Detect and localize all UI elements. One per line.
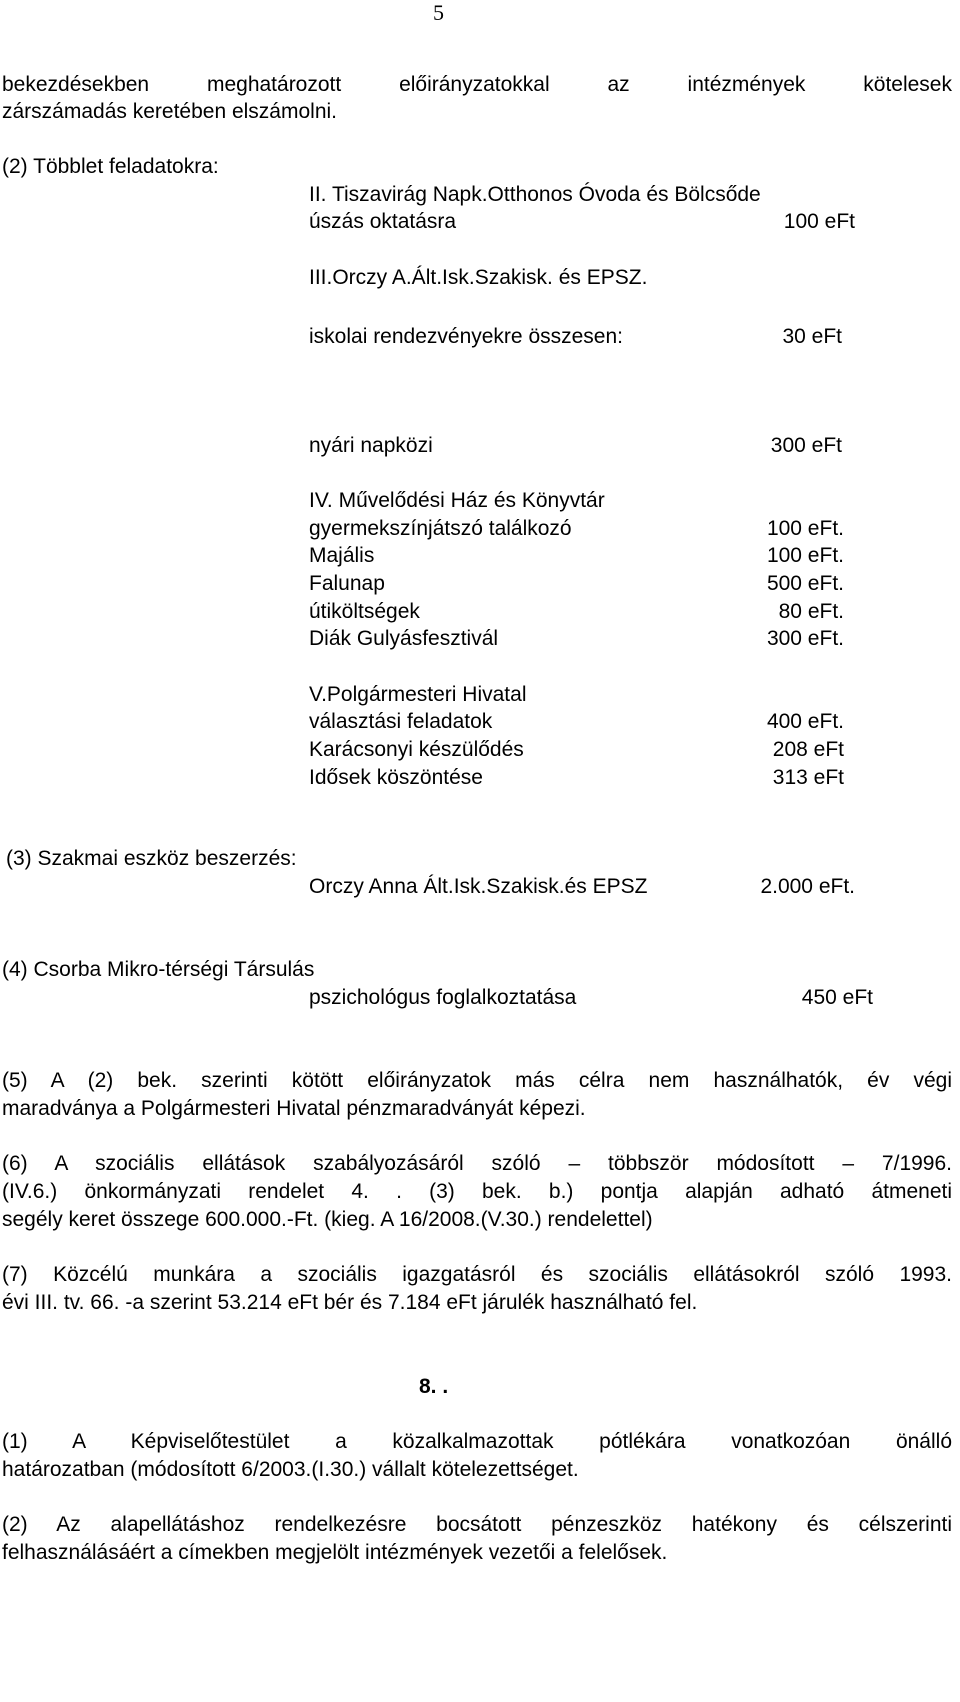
section-8-heading: 8. . xyxy=(419,1375,449,1398)
section-8-p2-line-2: felhasználásáért a címekben megjelölt intézmények vezetői a felelősek. xyxy=(2,1541,668,1564)
section-6-line-3: segély keret összege 600.000.-Ft. (kieg. A 16/2008.(V.30.) rendelettel) xyxy=(2,1208,653,1231)
inst4-item-label: gyermekszínjátszó találkozó xyxy=(309,517,572,540)
section-7-line-2: évi III. tv. 66. -a szerint 53.214 eFt bér és 7.184 eFt járulék használható fel. xyxy=(2,1291,698,1314)
inst3-item2-label: nyári napközi xyxy=(309,434,433,457)
section-5-line-2: maradványa a Polgármesteri Hivatal pénzmaradványát képezi. xyxy=(2,1097,586,1120)
inst5-item-amount: 313 eFt xyxy=(772,766,844,789)
section-8-p2-line-1: (2) Az alapellátáshoz rendelkezésre bocsátott pénzeszköz hatékony és célszerinti xyxy=(2,1513,952,1536)
inst4-title: IV. Művelődési Ház és Könyvtár xyxy=(309,489,605,512)
section-3-item-amount: 2.000 eFt. xyxy=(760,875,855,898)
inst4-item-amount: 300 eFt. xyxy=(766,627,844,650)
inst4-item-amount: 80 eFt. xyxy=(778,600,844,623)
inst3-item2-amount: 300 eFt xyxy=(770,434,842,457)
inst5-title: V.Polgármesteri Hivatal xyxy=(309,683,527,706)
section-3-heading: (3) Szakmai eszköz beszerzés: xyxy=(6,847,297,870)
section-6-line-1: (6) A szociális ellátások szabályozásáról szóló – többször módosított – 7/1996. xyxy=(2,1152,952,1175)
section-8-p1-line-2: határozatban (módosított 6/2003.(I.30.) vállalt kötelezettséget. xyxy=(2,1458,579,1481)
section-8-p1-line-1: (1) A Képviselőtestület a közalkalmazottak pótlékára vonatkozóan önálló xyxy=(2,1430,952,1453)
inst5-item-label: választási feladatok xyxy=(309,710,493,733)
inst5-item-amount: 400 eFt. xyxy=(766,710,844,733)
inst3-item1-amount: 30 eFt xyxy=(782,325,842,348)
section-4-heading: (4) Csorba Mikro-térségi Társulás xyxy=(2,958,315,981)
inst4-item-amount: 100 eFt. xyxy=(766,517,844,540)
section-5-line-1: (5) A (2) bek. szerinti kötött előirányzatok más célra nem használhatók, év végi xyxy=(2,1069,952,1092)
section-7-line-1: (7) Közcélú munkára a szociális igazgatásról és szociális ellátásokról szóló 1993. xyxy=(2,1263,952,1286)
inst4-item-amount: 500 eFt. xyxy=(766,572,844,595)
inst4-item-label: útiköltségek xyxy=(309,600,420,623)
inst2-item-amount: 100 eFt xyxy=(783,210,855,233)
inst5-item-label: Karácsonyi készülődés xyxy=(309,738,524,761)
inst2-title: II. Tiszavirág Napk.Otthonos Óvoda és Bölcsőde xyxy=(309,183,761,206)
inst5-item-label: Idősek köszöntése xyxy=(309,766,483,789)
section-4-item-amount: 450 eFt xyxy=(801,986,873,1009)
inst3-item1-label: iskolai rendezvényekre összesen: xyxy=(309,325,623,348)
inst4-item-label: Diák Gulyásfesztivál xyxy=(309,627,499,650)
section-3-item-label: Orczy Anna Ált.Isk.Szakisk.és EPSZ xyxy=(309,875,648,898)
inst5-item-amount: 208 eFt xyxy=(772,738,844,761)
page-number: 5 xyxy=(433,0,444,25)
section-2-heading: (2) Többlet feladatokra: xyxy=(2,155,219,178)
inst2-item-label: úszás oktatásra xyxy=(309,210,457,233)
inst4-item-amount: 100 eFt. xyxy=(766,544,844,567)
section-6-line-2: (IV.6.) önkormányzati rendelet 4. . (3) bek. b.) pontja alapján adható átmeneti xyxy=(2,1180,952,1203)
inst4-item-label: Falunap xyxy=(309,572,385,595)
inst3-title: III.Orczy A.Ált.Isk.Szakisk. és EPSZ. xyxy=(309,266,648,289)
intro-line-2: zárszámadás keretében elszámolni. xyxy=(2,100,337,123)
intro-line-1: bekezdésekben meghatározott előirányzatokkal az intézmények kötelesek xyxy=(2,73,952,96)
inst4-item-label: Majális xyxy=(309,544,375,567)
section-4-item-label: pszichológus foglalkoztatása xyxy=(309,986,577,1009)
